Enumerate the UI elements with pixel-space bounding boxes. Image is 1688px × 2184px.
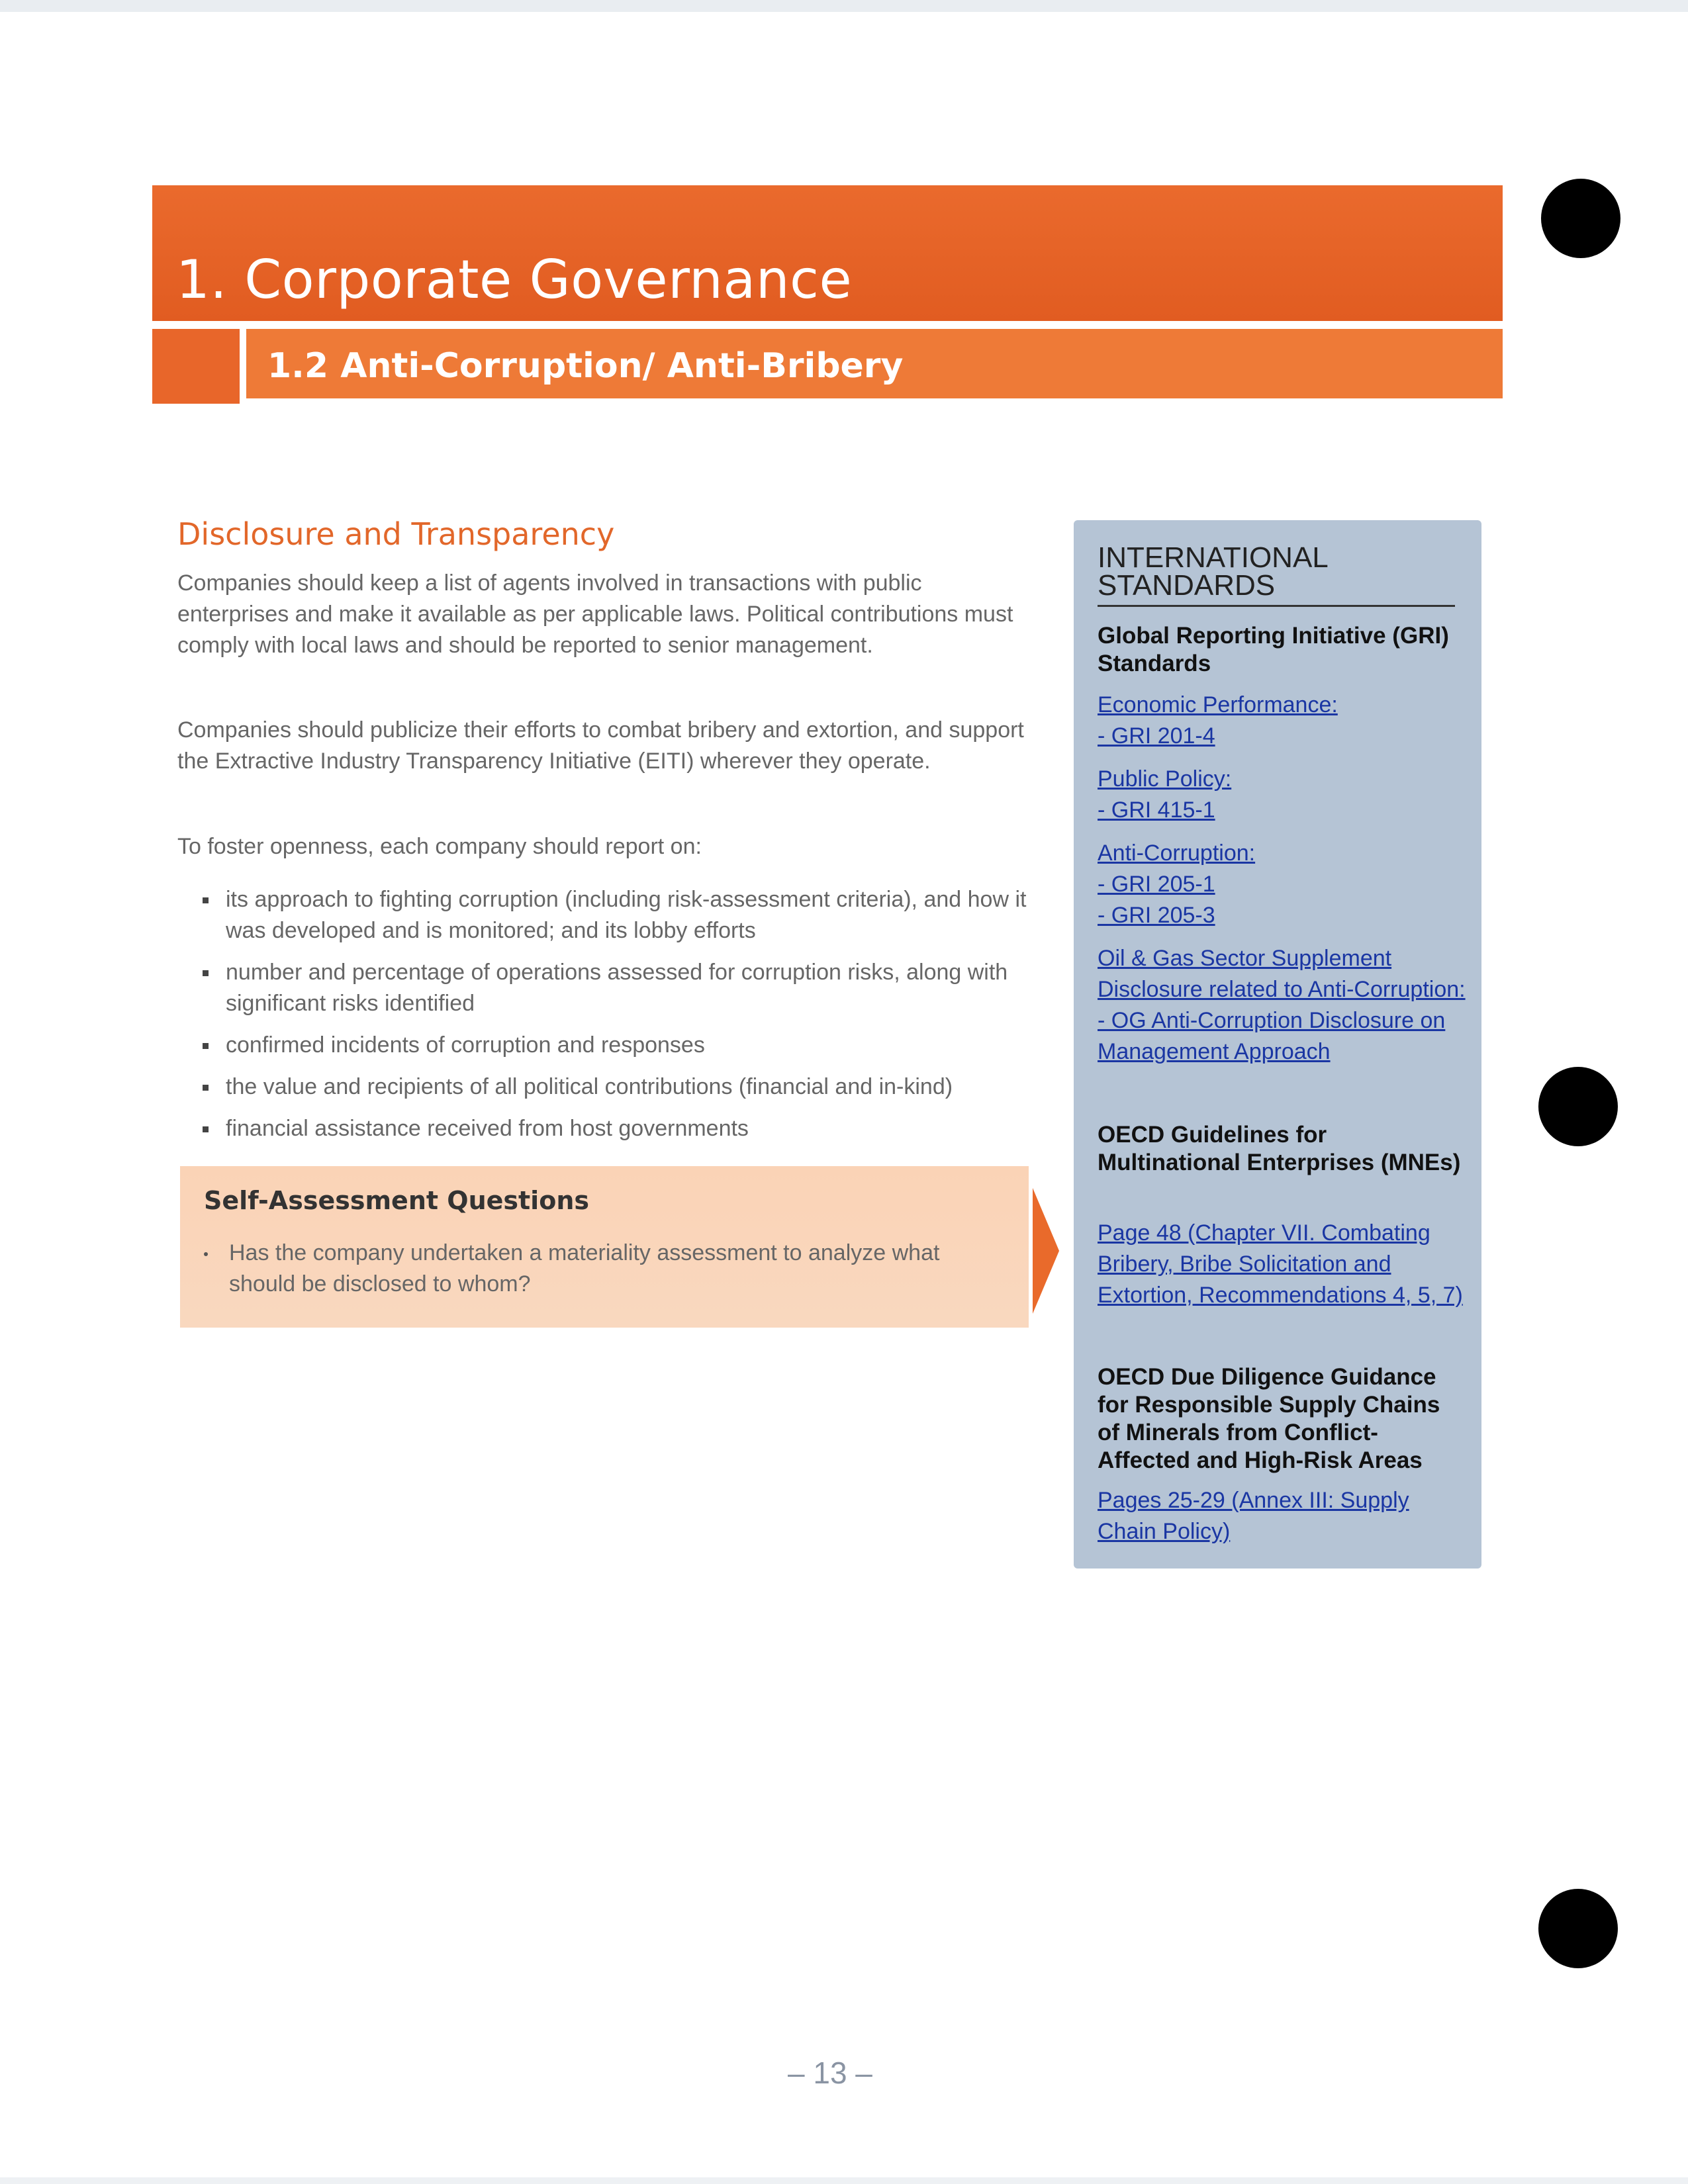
self-assessment-question: Has the company undertaken a materiality assessment to analyze what should be disclosed to whom? xyxy=(204,1238,1010,1300)
list-item: financial assistance received from host governments xyxy=(203,1113,1063,1144)
page-number: – 13 – xyxy=(788,2056,872,2090)
paragraph-1: Companies should keep a list of agents involved in transactions with public enterprises and make it available as per applicable laws. Political contributions must comply with local laws and should be reported to senior management. xyxy=(177,570,1013,658)
link-gri-201-4[interactable]: - GRI 201-4 xyxy=(1098,723,1215,749)
bullet-icon xyxy=(203,1043,209,1049)
bullet-icon xyxy=(203,897,209,903)
section-banner-tab xyxy=(152,329,240,404)
list-item: the value and recipients of all political contributions (financial and in-kind) xyxy=(203,1071,1063,1103)
link-gri-205-3[interactable]: - GRI 205-3 xyxy=(1098,903,1215,928)
section-heading: Disclosure and Transparency xyxy=(177,516,615,552)
link-gri-205-1[interactable]: - GRI 205-1 xyxy=(1098,872,1215,897)
paragraph-2: Companies should publicize their efforts to combat bribery and extortion, and support the Extractive Industry Transparency Initiative (EITI) wherever they operate. xyxy=(177,717,1024,774)
bullet-icon xyxy=(203,1126,209,1132)
panel-heading: INTERNATIONAL STANDARDS xyxy=(1098,544,1455,607)
bullet-icon xyxy=(204,1252,208,1256)
international-standards-panel xyxy=(1074,520,1481,1569)
binder-hole xyxy=(1541,179,1620,258)
oecd-dd-links xyxy=(1098,1485,1468,1547)
list-item: number and percentage of operations assessed for corruption risks, along with significant risks identified xyxy=(203,957,1063,1019)
link-oecd-mne-page-48[interactable]: Page 48 (Chapter VII. Combating Bribery, Bribe Solicitation and Extortion, Recommendations 4, 5, 7) xyxy=(1098,1220,1463,1308)
link-public-policy[interactable]: Public Policy: xyxy=(1098,766,1232,792)
chapter-banner xyxy=(152,185,1503,321)
link-gri-415-1[interactable]: - GRI 415-1 xyxy=(1098,797,1215,823)
list-item: confirmed incidents of corruption and responses xyxy=(203,1030,1063,1061)
list-item: its approach to fighting corruption (including risk-assessment criteria), and how it was developed and is monitored; and its lobby efforts xyxy=(203,884,1063,946)
binder-hole xyxy=(1538,1067,1618,1146)
section-banner xyxy=(246,329,1503,398)
link-economic-performance[interactable]: Economic Performance: xyxy=(1098,692,1338,717)
self-assessment-title: Self-Assessment Questions xyxy=(204,1186,589,1215)
bullet-icon xyxy=(203,970,209,976)
oecd-dd-title: OECD Due Diligence Guidance for Responsible Supply Chains of Minerals from Conflict-Affected and High-Risk Areas xyxy=(1098,1364,1440,1473)
gri-links xyxy=(1098,690,1468,1068)
bullet-icon xyxy=(203,1085,209,1091)
report-list xyxy=(203,884,1063,1144)
self-assessment-box xyxy=(180,1166,1029,1328)
paragraph-3: To foster openness, each company should report on: xyxy=(177,834,702,859)
scan-top-strip xyxy=(0,0,1688,12)
scan-bottom-strip xyxy=(0,2177,1688,2184)
link-oecd-dd-pages-25-29[interactable]: Pages 25-29 (Annex III: Supply Chain Policy) xyxy=(1098,1488,1409,1544)
section-title: 1.2 Anti-Corruption/ Anti-Bribery xyxy=(267,346,904,386)
oecd-mne-links xyxy=(1098,1218,1468,1311)
gri-title: Global Reporting Initiative (GRI) Standards xyxy=(1098,623,1449,676)
link-og-anti-corruption-dma[interactable]: - OG Anti-Corruption Disclosure on Management Approach xyxy=(1098,1008,1446,1064)
arrow-right-icon xyxy=(1033,1188,1059,1314)
link-og-sector-supplement[interactable]: Oil & Gas Sector Supplement Disclosure related to Anti-Corruption: xyxy=(1098,946,1466,1002)
binder-hole xyxy=(1538,1889,1618,1968)
oecd-mne-title: OECD Guidelines for Multinational Enterprises (MNEs) xyxy=(1098,1122,1461,1175)
link-anti-corruption[interactable]: Anti-Corruption: xyxy=(1098,841,1256,866)
chapter-title: 1. Corporate Governance xyxy=(176,249,853,310)
